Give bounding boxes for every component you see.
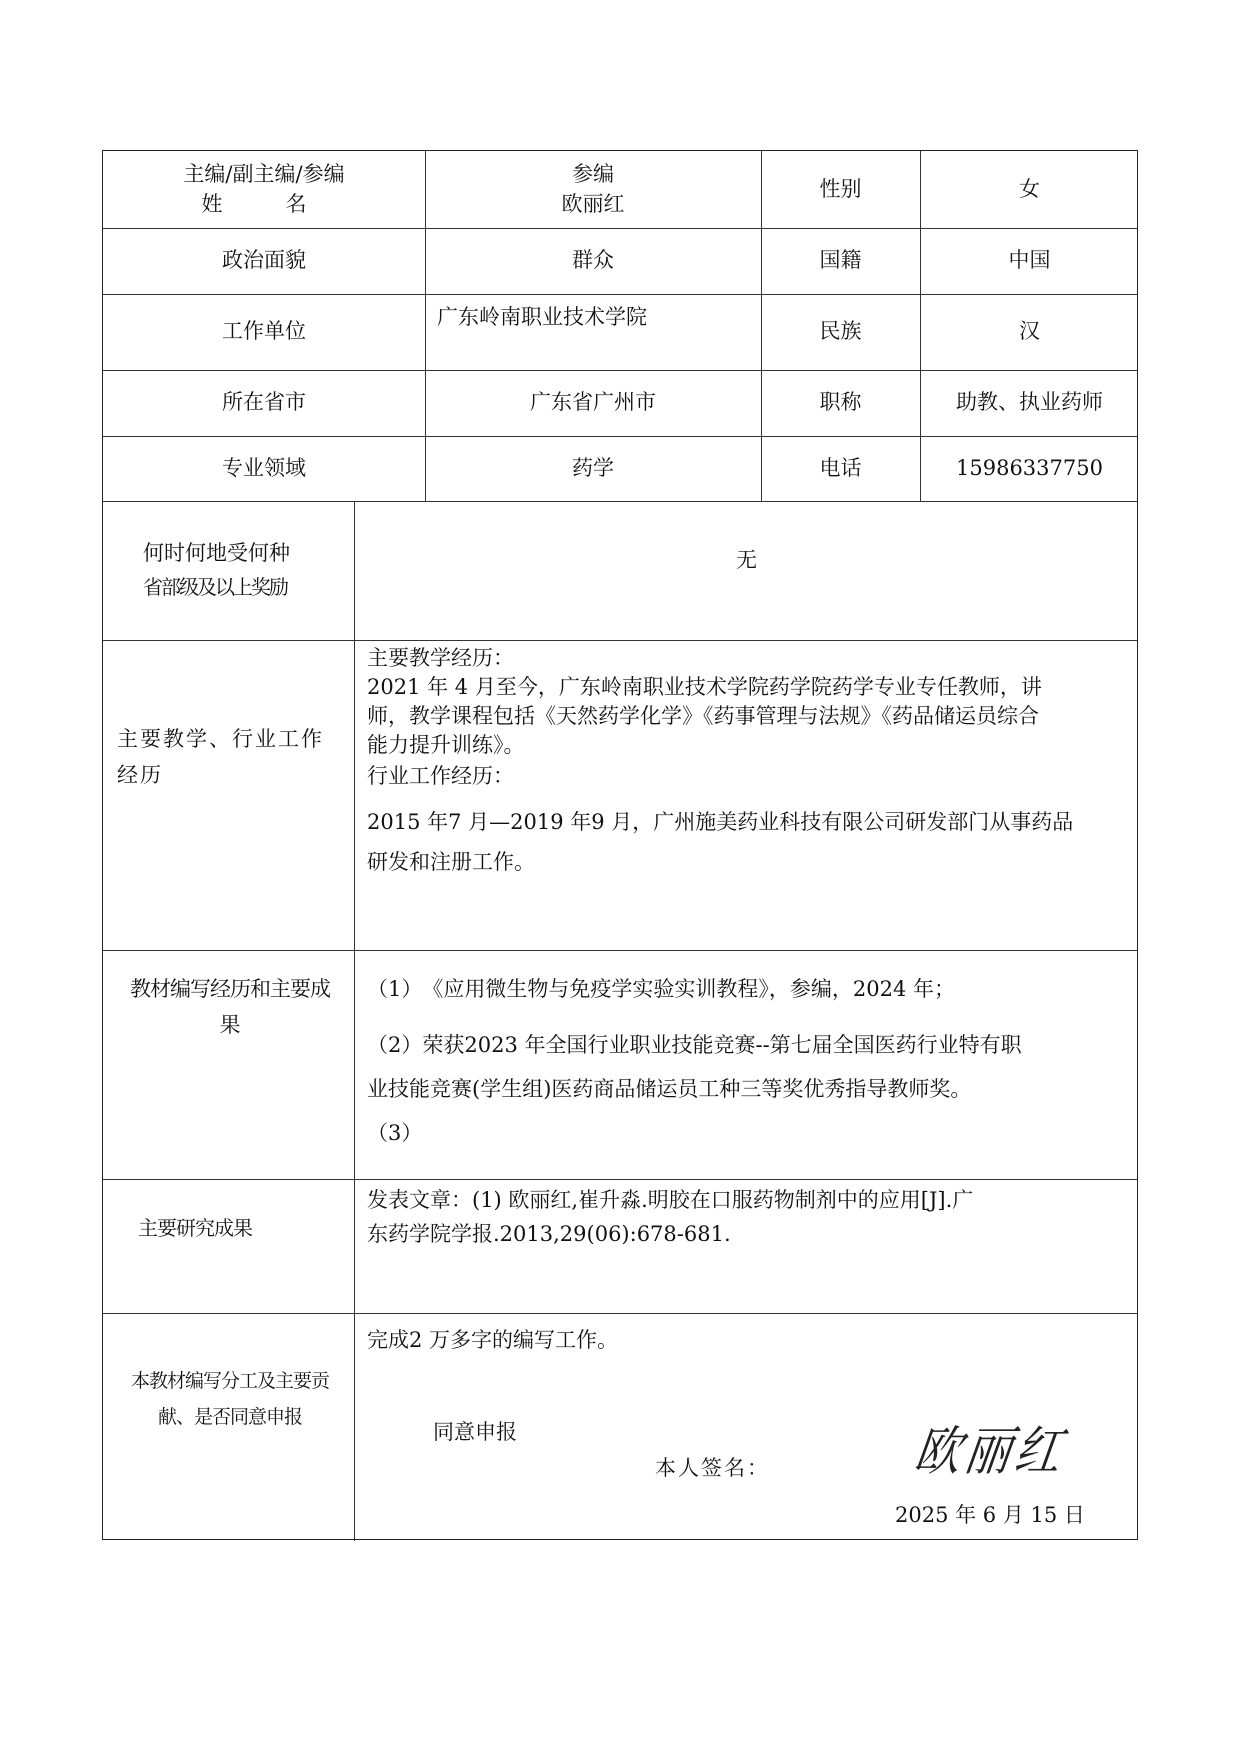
awards-value: 无 [736,548,757,573]
role-label-line: 主编/副主编/参编 [183,162,345,187]
field-value: 药学 [572,455,614,480]
agree-text: 同意申报 [433,1420,517,1444]
textbooks-label-line: 教材编写经历和主要成 [130,977,330,1001]
ethnicity-label: 民族 [819,319,862,344]
awards-label-line: 省部级及以上奖励 [143,575,287,599]
awards-label-line: 何时何地受何种 [143,541,290,565]
contribution-label-line: 本教材编写分工及主要贡 [130,1370,329,1392]
gender-value: 女 [1019,176,1040,201]
row-divider [103,1179,1137,1180]
nationality-label: 国籍 [819,248,862,273]
experience-label-line: 主要教学、行业工作 [117,727,324,751]
title-value: 助教、执业药师 [956,390,1103,415]
role-value-line: 参编 [572,162,614,187]
field-label: 专业领域 [222,455,306,480]
row-divider [103,640,1137,641]
role-value [425,151,761,228]
phone-label: 电话 [819,455,862,480]
location-value: 广东省广州市 [530,390,656,415]
gender-label: 性别 [819,176,862,201]
title-label: 职称 [819,390,862,415]
teaching-line: 师，教学课程包括《天然药学化学》《药事管理与法规》《药品储运员综合 [367,704,1039,728]
teaching-line: 2021 年 4 月至今，广东岭南职业技术学院药学院药学专业专任教师，讲 [367,675,1042,699]
col-divider [354,501,355,1541]
experience-content [367,644,1139,882]
industry-line: 2015 年7 月—2019 年9 月，广州施美药业科技有限公司研发部门从事药品 [367,810,1074,834]
textbook-item: 业技能竞赛(学生组)医药商品储运员工种三等奖优秀指导教师奖。 [367,1077,972,1101]
phone-value: 15986337750 [956,455,1103,480]
industry-line: 研发和注册工作。 [367,850,535,874]
signature-date: 2025 年 6 月 15 日 [895,1503,1085,1527]
contribution-text: 完成2 万多字的编写工作。 [367,1328,619,1352]
textbook-item: （2）荣获2023 年全国行业职业技能竞赛--第七届全国医药行业特有职 [367,1033,1022,1057]
teaching-line: 能力提升训练》。 [367,733,525,757]
name-value-line: 欧丽红 [561,191,625,216]
row-divider [103,950,1137,951]
location-label: 所在省市 [222,390,306,415]
signature-label: 本人签名： [655,1456,770,1480]
ethnicity-value: 汉 [1019,319,1040,344]
textbooks-content [367,969,1139,1155]
textbooks-label-line: 果 [219,1013,241,1037]
handwritten-signature: 欧丽红 [910,1419,1070,1483]
contribution-label-line: 献、是否同意申报 [157,1406,302,1428]
research-line: 发表文章：(1) 欧丽红,崔升淼.明胶在口服药物制剂中的应用[J].广 [367,1188,974,1212]
awards-label [143,536,290,604]
politics-value: 群众 [572,248,614,273]
role-label [103,151,425,228]
textbook-item: （3） [367,1121,423,1145]
research-label: 主要研究成果 [138,1216,252,1240]
experience-label [117,721,324,793]
research-line: 东药学院学报.2013,29(06):678-681. [367,1222,731,1246]
teaching-heading: 主要教学经历： [367,646,514,670]
employer-label: 工作单位 [222,319,306,344]
politics-label: 政治面貌 [222,248,306,273]
research-content [367,1183,973,1251]
contribution-label [125,1363,335,1435]
nationality-value: 中国 [1008,248,1051,273]
textbook-item: （1） 《应用微生物与免疫学实验实训教程》，参编，2024 年； [367,977,955,1001]
name-label-line: 姓 名 [201,191,307,216]
employer-value: 广东岭南职业技术学院 [437,305,647,329]
textbooks-label [125,971,335,1043]
application-form-table [102,150,1138,1540]
row-divider [103,1313,1137,1314]
experience-label-line: 经历 [117,763,163,787]
industry-heading: 行业工作经历： [367,764,514,788]
